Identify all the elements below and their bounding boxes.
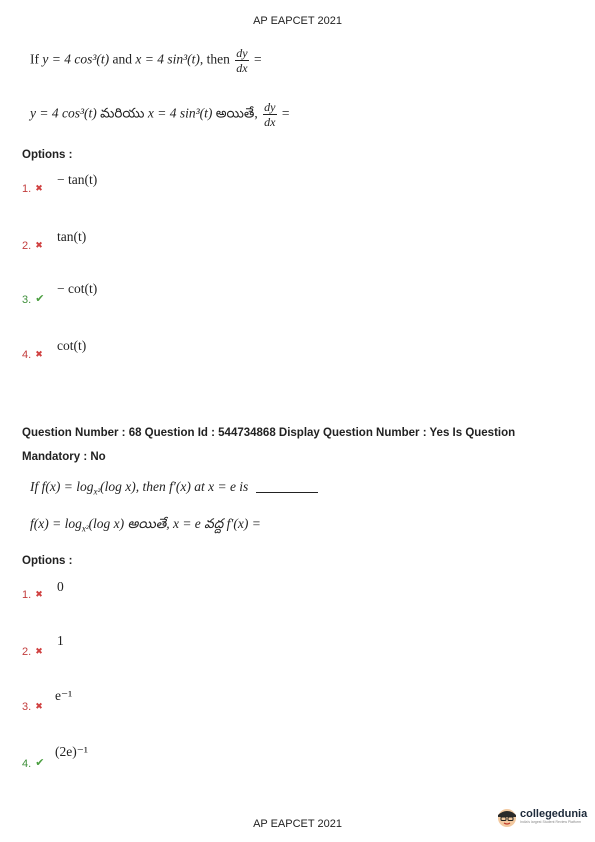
q1-te-eq2: x = 4 sin³(t) [147,105,213,121]
q2-option-3-number: 3. [22,701,32,713]
q2-en-rest: (log x), then f′(x) at x = e is [100,479,252,494]
q2-option-4[interactable] [22,754,44,772]
q2-english-text [30,479,318,497]
q1-en-eq2: x = 4 sin³(t) [135,51,200,67]
q1-option-2-number: 2. [22,240,32,252]
q1-te-frac-num: dy [264,100,276,114]
q2-en-text: If f(x) = log [30,479,94,494]
cross-icon: ✖ [35,349,43,359]
q1-te-fraction [263,101,276,128]
q1-option-4[interactable] [22,345,43,363]
q2-option-3-text[interactable]: e⁻¹ [55,688,73,703]
cross-icon: ✖ [35,701,43,711]
q2-option-4-text[interactable]: (2e)⁻¹ [55,744,88,759]
q1-en-prefix: If [30,51,43,67]
q1-option-4-text[interactable]: cot(t) [57,338,87,353]
q2-meta-line-2: Mandatory : No [22,451,106,463]
q1-te-frac-den: dx [264,115,276,129]
q1-option-3-number: 3. [22,294,32,306]
q1-en-fraction [235,47,248,74]
q1-options-label: Options : [22,149,73,161]
q1-te-and: మరియు [96,105,148,121]
q1-option-3-text[interactable]: − cot(t) [57,281,98,296]
answer-blank [256,492,318,493]
cross-icon: ✖ [35,240,43,250]
cross-icon: ✖ [35,183,43,193]
q2-meta-line-1: Question Number : 68 Question Id : 544734868 Display Question Number : Yes Is Question [22,427,516,439]
q2-te-subscript: x² [81,523,89,534]
q2-option-3[interactable] [22,697,43,715]
q2-option-2[interactable] [22,642,43,660]
q1-en-and: and [109,51,136,67]
q2-te-text: f(x) = log [30,516,82,531]
q2-option-2-text[interactable]: 1 [57,633,64,648]
q2-option-2-number: 2. [22,646,32,658]
q2-telugu-text [30,516,261,535]
q1-en-then: , then [199,51,234,67]
q2-options-label: Options : [22,555,73,567]
q1-option-1[interactable] [22,179,43,197]
q1-english-text [30,47,262,74]
check-icon: ✔ [35,293,45,305]
q1-te-eq1: y = 4 cos³(t) [30,105,97,121]
q2-te-rest: (log x) అయితే, x = e వద్ద f′(x) = [88,516,261,531]
q1-option-1-number: 1. [22,183,32,195]
mascot-icon [496,806,518,828]
q2-en-subscript: x² [93,486,101,497]
q1-option-1-text[interactable]: − tan(t) [57,172,98,187]
q1-te-then: అయితే, [212,105,262,121]
cross-icon: ✖ [35,589,43,599]
q2-option-4-number: 4. [22,758,32,770]
check-icon: ✔ [35,757,45,769]
cross-icon: ✖ [35,646,43,656]
q1-te-equals: = [278,105,290,121]
q1-telugu-text [30,101,290,128]
q1-en-eq1: y = 4 cos³(t) [42,51,110,67]
q2-option-1-number: 1. [22,589,32,601]
logo-tagline: India's largest Student Review Platform [520,820,581,824]
q1-en-equals: = [250,51,262,67]
q2-option-1[interactable] [22,585,43,603]
page-header: AP EAPCET 2021 [253,15,342,27]
q2-option-1-text[interactable]: 0 [57,579,64,594]
q1-option-3[interactable] [22,290,44,308]
q1-en-frac-den: dx [236,61,248,75]
q1-en-frac-num: dy [236,46,248,60]
q1-option-2-text[interactable]: tan(t) [57,229,87,244]
q1-option-4-number: 4. [22,349,32,361]
logo-name: collegedunia [520,808,588,820]
collegedunia-logo [496,806,587,828]
page-footer: AP EAPCET 2021 [253,818,342,830]
q1-option-2[interactable] [22,236,43,254]
